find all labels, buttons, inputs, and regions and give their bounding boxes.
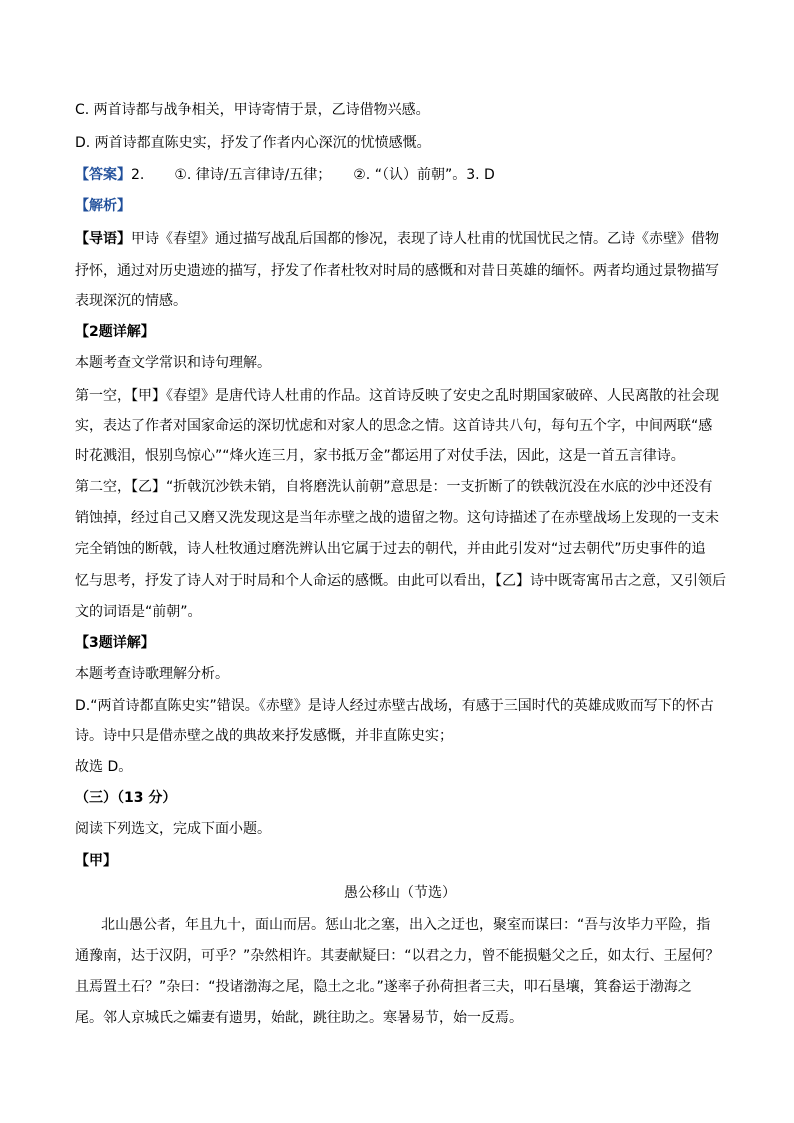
- guide-text: 甲诗《春望》通过描写战乱后国都的惨况，表现了诗人杜甫的忧国忧民之情。乙诗《赤壁》借物: [131, 231, 719, 247]
- detail2-line-5: 销蚀掉，经过自己又磨又洗发现这是当年赤壁之战的遗留之物。这句诗描述了在赤壁战场上发现的一支未: [75, 510, 719, 526]
- detail3-line-2: 诗。诗中只是借赤壁之战的典故来抒发感慨，并非直陈史实；: [75, 728, 453, 744]
- answer-tag: 【答案】: [75, 167, 131, 183]
- detail2-line-8: 文的词语是“前朝”。: [75, 604, 202, 620]
- answer-blank-1: ①. 律诗/五言律诗/五律；: [174, 167, 332, 183]
- detail3-tag: 【3题详解】: [75, 635, 155, 651]
- detail3-intro: 本题考查诗歌理解分析。: [75, 666, 229, 682]
- text-line-2: 通豫南，达于汉阴，可乎？”杂然相许。其妻献疑曰：“以君之力，曾不能损魁父之丘，如太行、王屋何？: [75, 948, 720, 964]
- guide-line-2: 抒怀，通过对历史遗迹的描写，抒发了作者杜牧对时局的感慨和对昔日英雄的缅怀。两者均通过景物描写: [75, 263, 719, 279]
- detail2-line-2: 实，表达了作者对国家命运的深切忧虑和对家人的思念之情。这首诗共八句，每句五个字，中间两联“感: [75, 418, 713, 434]
- answer-q3: 3. D: [466, 167, 495, 183]
- detail2-line-7: 忆与思考，抒发了诗人对于时局和个人命运的感慨。由此可以看出，【乙】诗中既寄寓吊古之意，又引领后: [75, 573, 726, 589]
- option-c: C. 两首诗都与战争相关，甲诗寄情于景，乙诗借物兴感。: [75, 102, 430, 118]
- detail2-tag: 【2题详解】: [75, 324, 155, 340]
- detail3-line-1: D.“两首诗都直陈史实”错误。《赤壁》是诗人经过赤壁古战场，有感于三国时代的英雄成败而写下的怀古: [75, 698, 714, 714]
- detail2-intro: 本题考查文学常识和诗句理解。: [75, 355, 271, 371]
- guide-line-3: 表现深沉的情感。: [75, 293, 187, 309]
- jia-tag: 【甲】: [75, 853, 117, 869]
- option-d: D. 两首诗都直陈史实，抒发了作者内心深沉的忧愤感慨。: [75, 135, 431, 151]
- detail2-line-1: 第一空，【甲】《春望》是唐代诗人杜甫的作品。这首诗反映了安史之乱时期国家破碎、人民离散的社会现: [75, 388, 719, 404]
- section-instruction: 阅读下列选文，完成下面小题。: [75, 821, 271, 837]
- answer-blank-2: ②. “（认）前朝”。: [353, 167, 467, 183]
- answer-line: [75, 165, 495, 185]
- section-heading: （三）（13 分）: [75, 790, 177, 806]
- guide-tag: 【导语】: [75, 231, 131, 247]
- detail2-line-6: 完全销蚀的断戟，诗人杜牧通过磨洗辨认出它属于过去的朝代，并由此引发对“过去朝代”历史事件的追: [75, 541, 706, 557]
- answer-q2: 2.: [131, 167, 145, 183]
- text-line-3: 且焉置土石？”杂曰：“投诸渤海之尾，隐土之北。”遂率子孙荷担者三夫，叩石垦壤，箕畚运于渤海之: [75, 979, 692, 995]
- detail3-line-3: 故选 D。: [75, 759, 133, 775]
- detail2-line-4: 第二空，【乙】“折戟沉沙铁未销，自将磨洗认前朝”意思是：一支折断了的铁戟沉没在水底的沙中还没有: [75, 479, 713, 495]
- analysis-tag: 【解析】: [75, 198, 131, 214]
- detail2-line-3: 时花溅泪，恨别鸟惊心”“烽火连三月，家书抵万金”都运用了对仗手法，因此，这是一首五言律诗。: [75, 448, 685, 464]
- guide-line-1: [75, 229, 719, 249]
- text-line-1: 北山愚公者，年且九十，面山而居。惩山北之塞，出入之迂也，聚室而谋曰：“吾与汝毕力平险，指: [101, 917, 711, 933]
- text-title: 愚公移山（节选）: [344, 885, 456, 901]
- text-line-4: 尾。邻人京城氏之孀妻有遗男，始龀，跳往助之。寒暑易节，始一反焉。: [75, 1010, 523, 1026]
